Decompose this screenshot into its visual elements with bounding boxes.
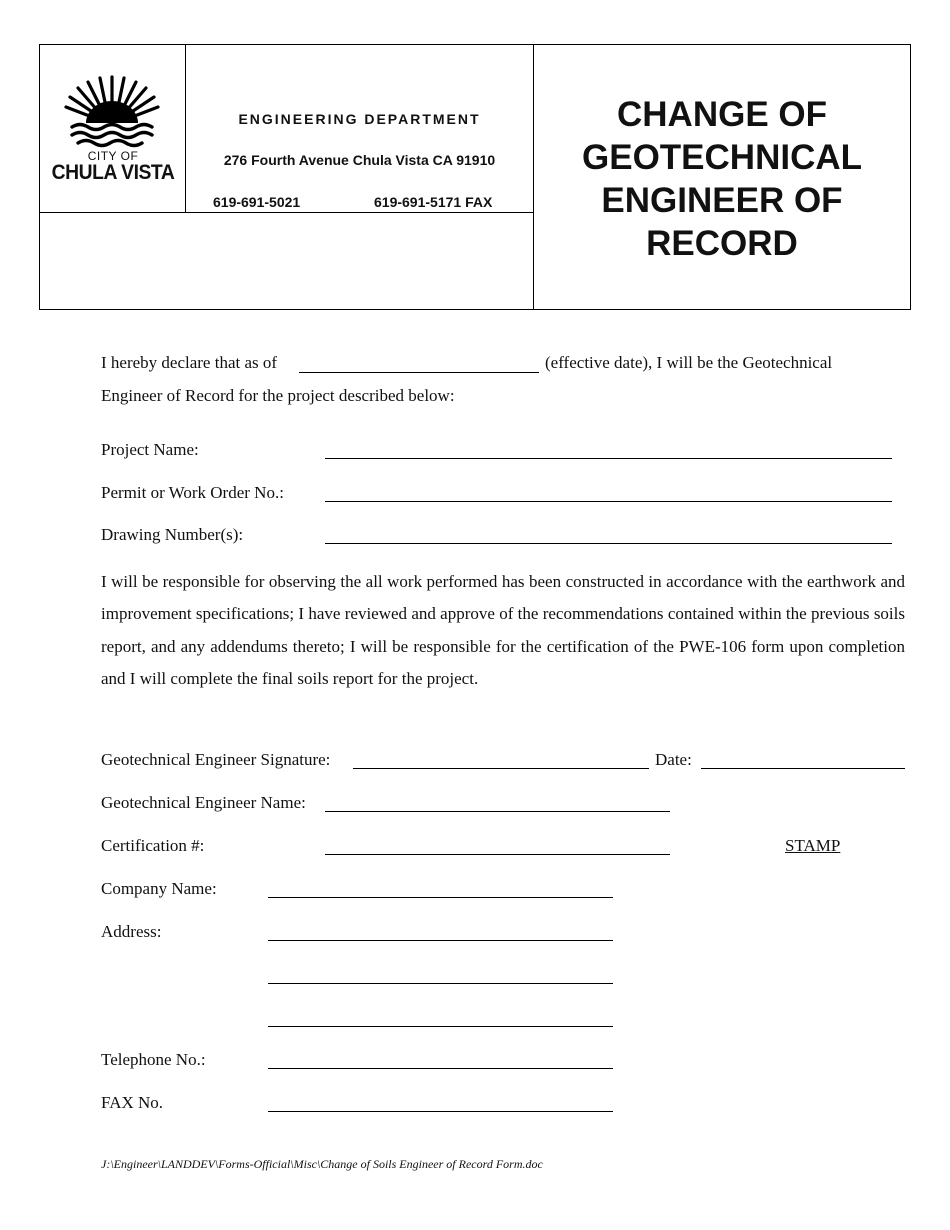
- project-name-field[interactable]: [325, 458, 892, 459]
- project-name-label: Project Name:: [101, 440, 199, 459]
- header-table: [39, 44, 911, 310]
- fax-field[interactable]: [268, 1111, 613, 1112]
- title-cell: [534, 45, 910, 309]
- date-field[interactable]: [701, 768, 905, 769]
- declaration-suffix: (effective date), I will be the Geotechnical: [545, 353, 833, 372]
- title-line-1: CHANGE OF: [617, 95, 827, 134]
- logo-city-of: CITY OF: [87, 149, 139, 163]
- department-cell: [186, 45, 534, 213]
- telephone-label: Telephone No.:: [101, 1050, 206, 1069]
- certification-field[interactable]: [325, 854, 670, 855]
- effective-date-field[interactable]: [299, 372, 539, 373]
- engineer-name-field[interactable]: [325, 811, 670, 812]
- drawing-label: Drawing Number(s):: [101, 525, 244, 544]
- certification-label: Certification #:: [101, 836, 205, 855]
- stamp-label: STAMP: [785, 836, 841, 855]
- date-label: Date:: [655, 750, 692, 769]
- address-field-line-1[interactable]: [268, 940, 613, 941]
- responsibility-paragraph: I will be responsible for observing the all work performed has been constructed in accordance with the earthwork and improvement specifications; I have reviewed and approve of the recommendations contained within the previous soils report, and any addendums thereto; I will be responsible for the certification of the PWE-106 form upon completion and I will complete the final soils report for the project.: [101, 572, 905, 689]
- permit-label: Permit or Work Order No.:: [101, 483, 284, 502]
- declaration-line-2: Engineer of Record for the project described below:: [101, 386, 455, 405]
- title-line-4: RECORD: [646, 224, 798, 263]
- telephone-field[interactable]: [268, 1068, 613, 1069]
- engineer-name-label: Geotechnical Engineer Name:: [101, 793, 306, 812]
- department-phone: 619-691-5021: [213, 194, 301, 210]
- city-sun-logo-icon: [50, 73, 176, 149]
- department-fax: 619-691-5171 FAX: [374, 194, 493, 210]
- drawing-field[interactable]: [325, 543, 892, 544]
- footer-file-path: J:\Engineer\LANDDEV\Forms-Official\Misc\Change of Soils Engineer of Record Form.doc: [101, 1157, 543, 1171]
- company-field[interactable]: [268, 897, 613, 898]
- title-line-3: ENGINEER OF: [601, 181, 843, 220]
- address-field-line-3[interactable]: [268, 1026, 613, 1027]
- title-line-2: GEOTECHNICAL: [582, 138, 862, 177]
- logo-cell: [40, 45, 186, 213]
- logo-city-name: CHULA VISTA: [51, 161, 175, 184]
- department-name: ENGINEERING DEPARTMENT: [238, 111, 481, 127]
- blank-cell: [40, 213, 534, 309]
- form-title: [534, 93, 910, 265]
- fax-label: FAX No.: [101, 1093, 164, 1112]
- permit-field[interactable]: [325, 501, 892, 502]
- signature-label: Geotechnical Engineer Signature:: [101, 750, 331, 769]
- address-field-line-2[interactable]: [268, 983, 613, 984]
- address-label: Address:: [101, 922, 162, 941]
- department-address: 276 Fourth Avenue Chula Vista CA 91910: [223, 152, 496, 168]
- company-label: Company Name:: [101, 879, 217, 898]
- declaration-prefix: I hereby declare that as of: [101, 353, 278, 372]
- signature-field[interactable]: [353, 768, 649, 769]
